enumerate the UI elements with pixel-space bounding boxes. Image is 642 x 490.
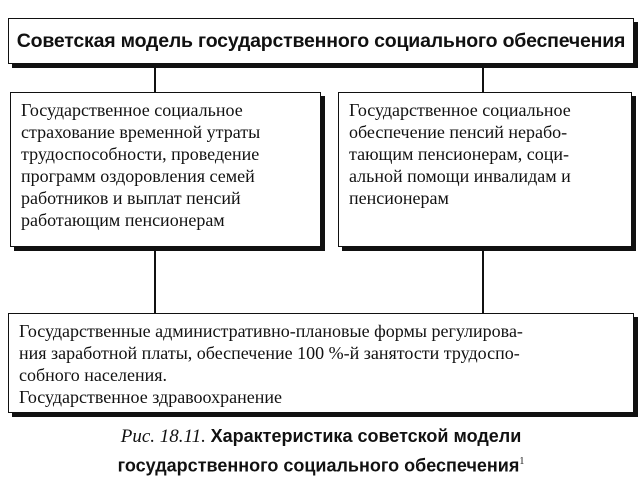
connector-top-right <box>482 64 484 92</box>
left-box-text: Государственное социальное страхование временной утраты трудоспособности, проведение программ оздоровления семей работников и выплат пенсий работающим пенсионерам <box>21 100 261 230</box>
bottom-box-text: Государственные административно-плановые формы регулирова- ния заработной платы, обеспечение 100 %-й занятости трудоспо- собного населения. Государственное здравоохранение <box>19 321 523 407</box>
top-box-title: Советская модель государственного социального обеспечения <box>16 29 626 52</box>
right-box-text: Государственное социальное обеспечение пенсий нерабо- тающим пенсионерам, соци- альной помощи инвалидам и пенсионерам <box>349 100 571 208</box>
bottom-box <box>8 313 634 413</box>
figure-label: Рис. 18.11. <box>120 426 206 447</box>
connector-right-bottom <box>482 247 484 313</box>
connector-top-left <box>154 64 156 92</box>
connector-left-bottom <box>154 247 156 313</box>
figure-caption <box>0 424 642 478</box>
caption-line2: государственного социального обеспечения <box>117 455 520 476</box>
caption-line1: Характеристика советской модели <box>210 426 522 446</box>
right-box <box>338 92 632 247</box>
left-box <box>10 92 321 247</box>
caption-footnote: 1 <box>519 456 525 467</box>
top-box <box>8 18 634 64</box>
